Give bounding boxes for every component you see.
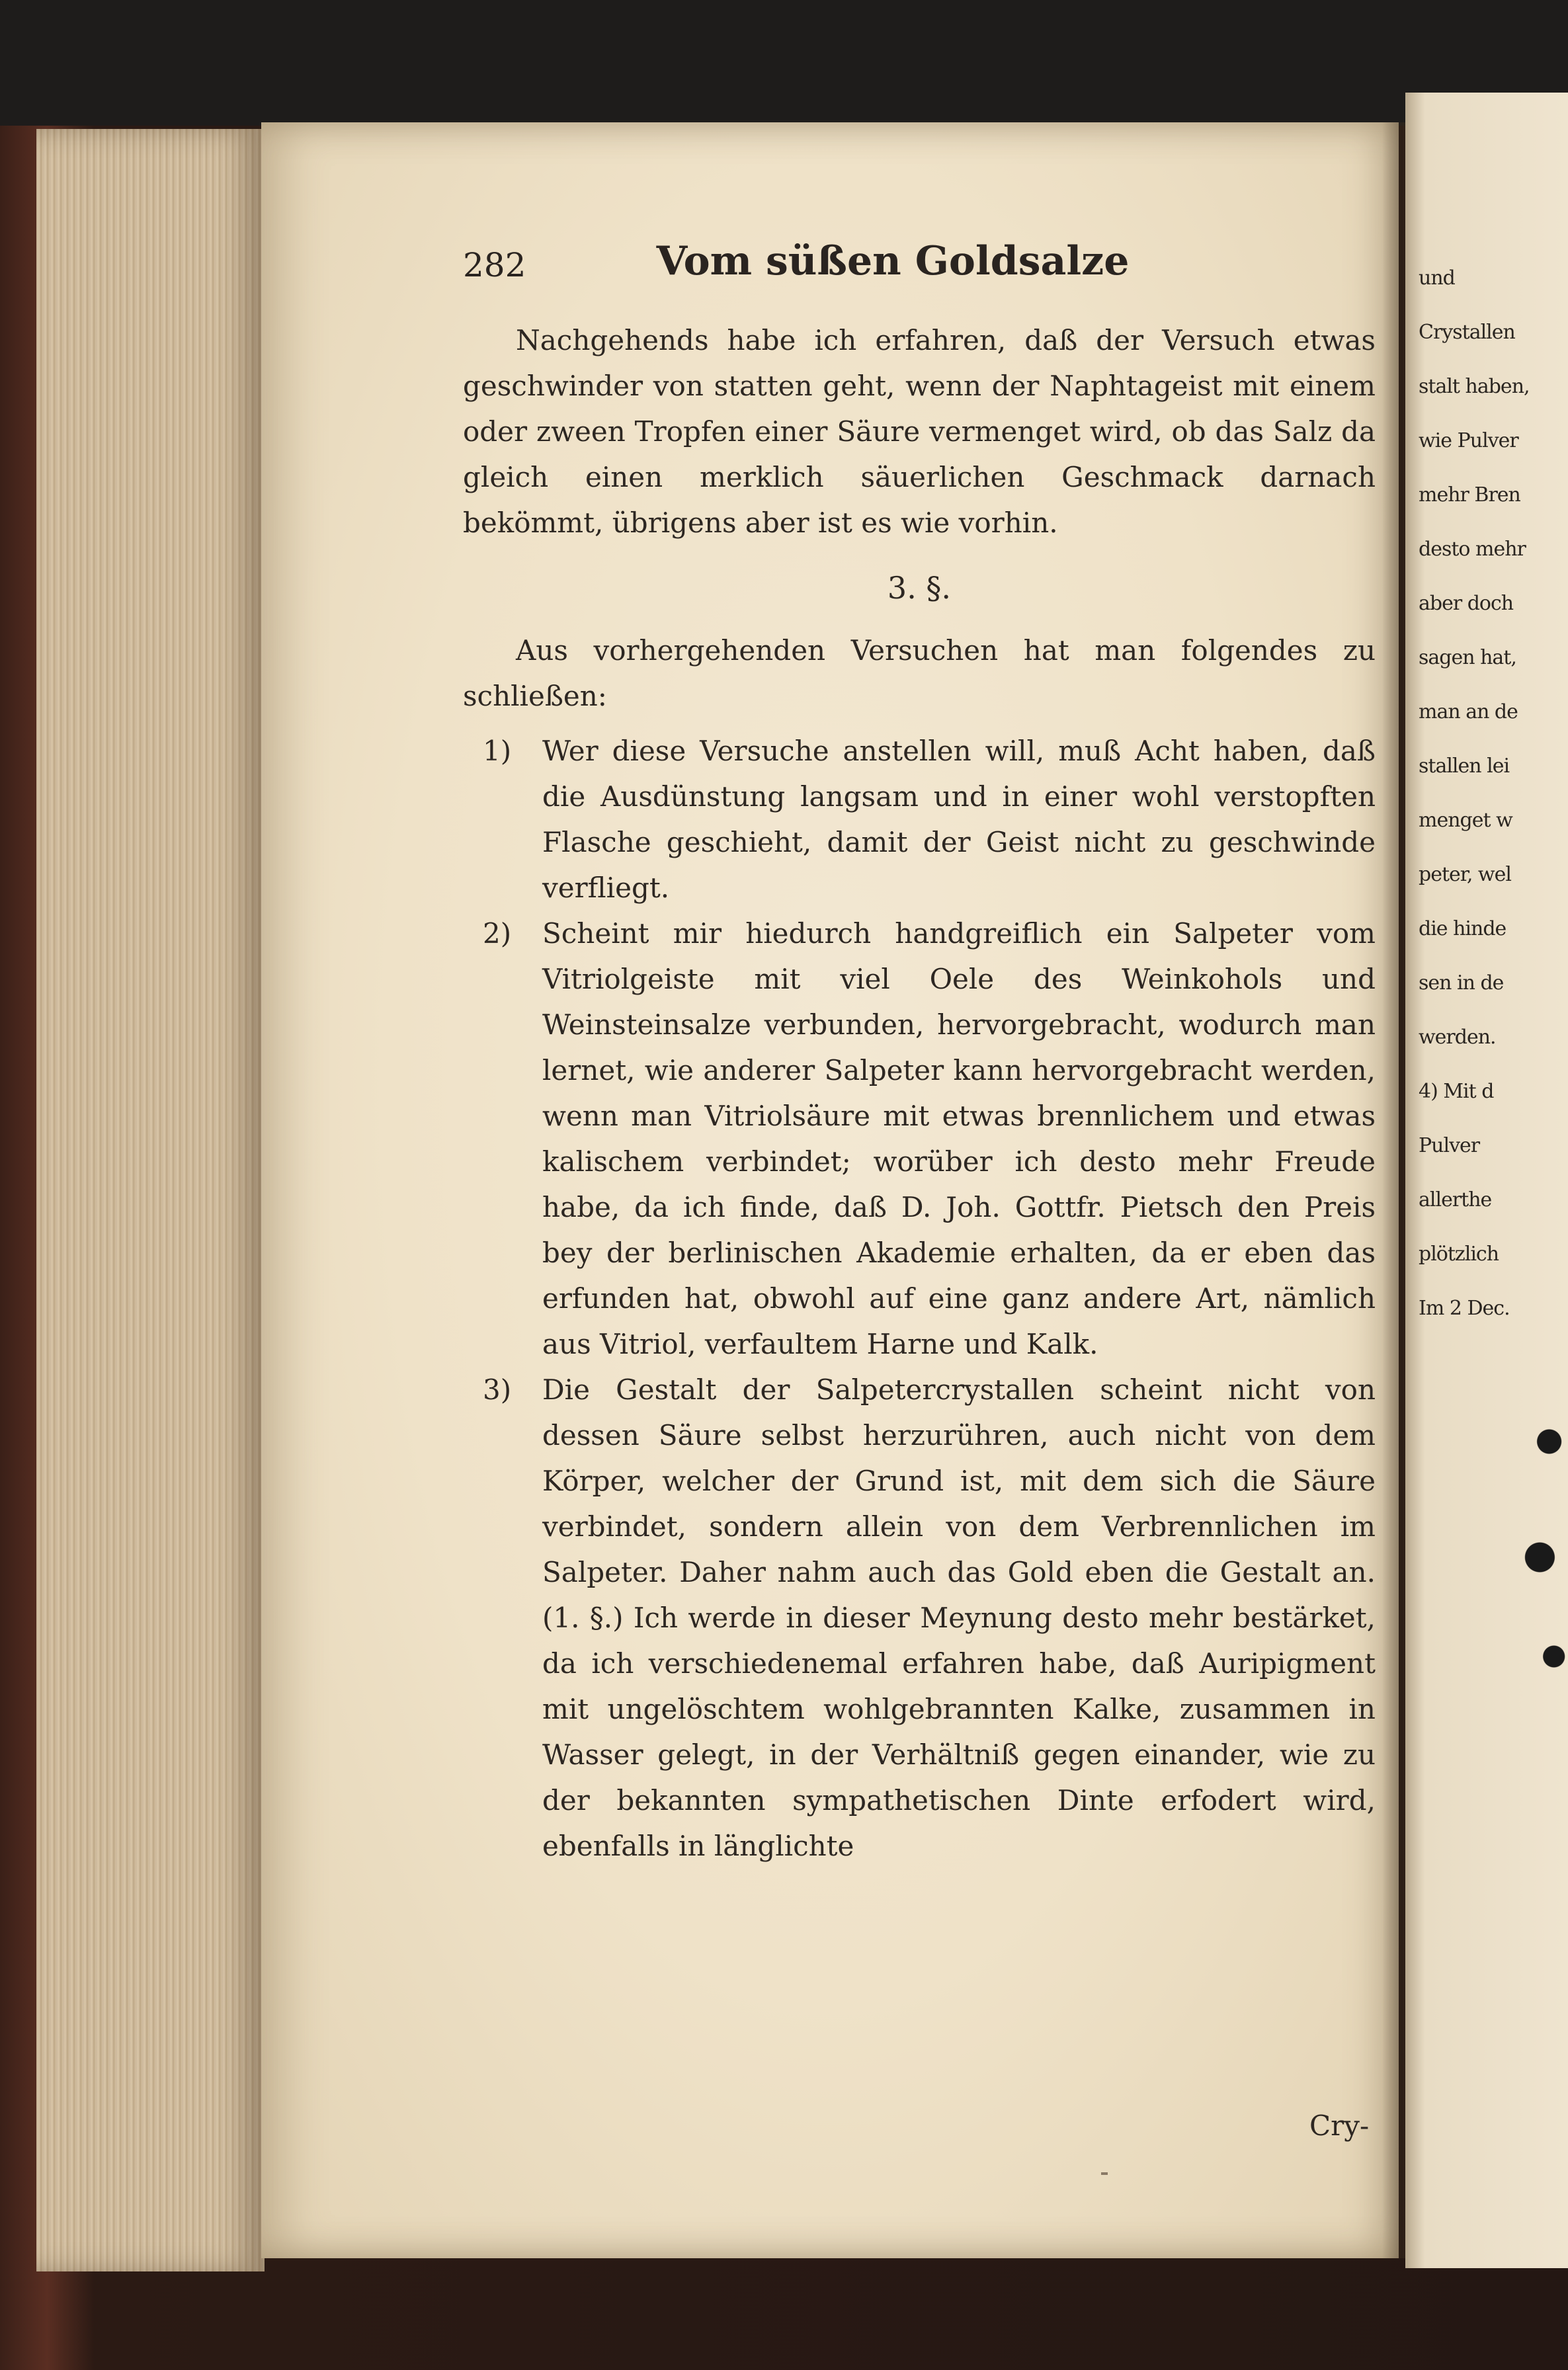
section-mark: 3. §. bbox=[887, 570, 952, 606]
facing-page-line: peter, wel bbox=[1419, 863, 1511, 886]
facing-page-line: desto mehr bbox=[1419, 538, 1526, 561]
list-item-text: Die Gestalt der Salpetercrystallen scheint nicht von dessen Säure selbst herzurühren, auch nicht von dem Körper, welcher der Grund ist, mit dem sich die Säure verbindet, sondern allein von dem Verbrennlichen im Salpeter. Daher nahm auch das Gold eben die Gestalt an. (1. §.) Ich werde in dieser Meynung desto mehr bestärket, da ich verschiedenemal erfahren habe, daß Auripigment mit ungelöschtem wohlgebrannten Kalke, zusammen in Wasser gelegt, in der Verhältniß gegen einander, wie zu der bekannten sympathetischen Dinte erfodert wird, ebenfalls in länglichte bbox=[542, 1373, 1376, 1862]
facing-page-line: menget w bbox=[1419, 809, 1512, 832]
list-item-1 bbox=[463, 728, 1376, 911]
page-number: 282 bbox=[463, 246, 526, 284]
facing-page-text bbox=[1419, 251, 1568, 1320]
facing-page-line: allerthe bbox=[1419, 1188, 1492, 1211]
facing-page-line: wie Pulver bbox=[1419, 429, 1518, 452]
facing-page-line: sagen hat, bbox=[1419, 646, 1516, 669]
facing-page-line: Pulver bbox=[1419, 1134, 1480, 1157]
list-item-number: 3) bbox=[483, 1373, 512, 1406]
facing-page-line: stallen lei bbox=[1419, 755, 1510, 778]
paragraph-1: Nachgehends habe ich erfahren, daß der Versuch etwas geschwinder von statten geht, wenn der Naphtageist mit einem oder zween Tropfen einer Säure vermenget wird, ob das Salz da gleich einen merklich säuerlichen Geschmack darnach bekömmt, übrigens aber ist es wie vorhin. bbox=[463, 324, 1376, 539]
facing-page-ornament bbox=[1521, 1375, 1568, 1706]
list-item-text: Wer diese Versuche anstellen will, muß Acht haben, daß die Ausdünstung langsam und in einer wohl verstopften Flasche geschieht, damit der Geist nicht zu geschwinde verfliegt. bbox=[542, 735, 1376, 904]
facing-page-line: plötzlich bbox=[1419, 1243, 1499, 1266]
facing-page-line: Im 2 Dec. bbox=[1419, 1297, 1510, 1320]
facing-page-line: mehr Bren bbox=[1419, 483, 1520, 507]
facing-page-line: aber doch bbox=[1419, 592, 1514, 615]
list-item-number: 1) bbox=[483, 735, 512, 767]
facing-page-line: und bbox=[1419, 266, 1455, 290]
gutter-shadow bbox=[1382, 122, 1409, 2258]
facing-page-line: 4) Mit d bbox=[1419, 1080, 1494, 1103]
facing-page-line: sen in de bbox=[1419, 971, 1504, 995]
paragraph-2: Aus vorhergehenden Versuchen hat man folgendes zu schließen: bbox=[463, 634, 1376, 712]
list-item-2 bbox=[463, 911, 1376, 1367]
catchword: Cry- bbox=[1309, 2109, 1370, 2142]
facing-page-line: werden. bbox=[1419, 1026, 1496, 1049]
page-dot-mark bbox=[1101, 2172, 1108, 2175]
page-edges bbox=[36, 129, 265, 2271]
facing-page-line: stalt haben, bbox=[1419, 375, 1530, 398]
facing-page-line: man an de bbox=[1419, 700, 1518, 723]
facing-page-line: Crystallen bbox=[1419, 321, 1515, 344]
facing-page-line: die hinde bbox=[1419, 917, 1506, 940]
text-block bbox=[463, 317, 1376, 1869]
list-item-3 bbox=[463, 1367, 1376, 1869]
list-item-text: Scheint mir hiedurch handgreiflich ein Salpeter vom Vitriolgeiste mit viel Oele des Weinkohols und Weinsteinsalze verbunden, hervorgebracht, wodurch man lernet, wie anderer Salpeter kann hervorgebracht werden, wenn man Vitriolsäure mit etwas brennlichem und etwas kalischem verbindet; worüber ich desto mehr Freude habe, da ich finde, daß D. Joh. Gottfr. Pietsch den Preis bey der berlinischen Akademie erhalten, da er eben das erfunden hat, obwohl auf eine ganz andere Art, nämlich aus Vitriol, verfaultem Harne und Kalk. bbox=[542, 917, 1376, 1360]
list-item-number: 2) bbox=[483, 917, 512, 950]
running-head: Vom süßen Goldsalze bbox=[656, 238, 1130, 284]
